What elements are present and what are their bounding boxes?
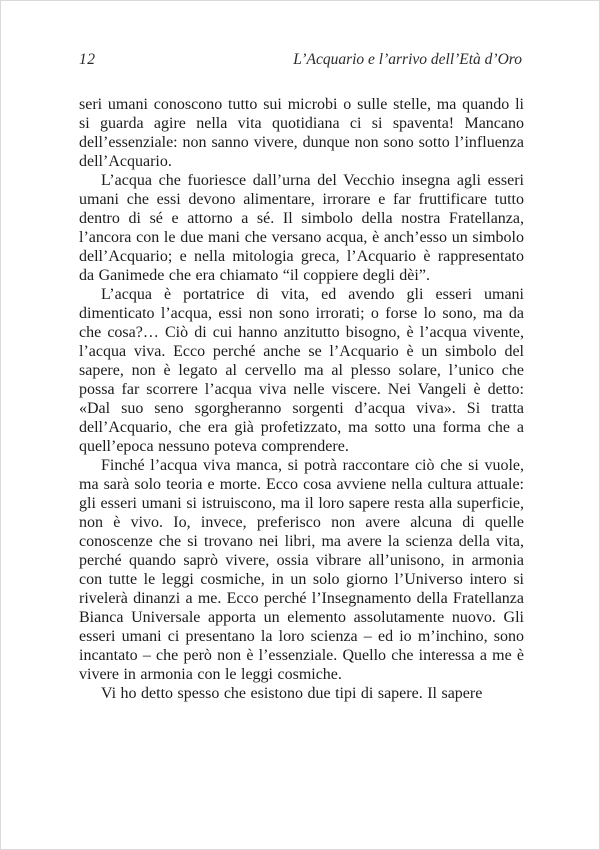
page-number: 12 xyxy=(79,51,96,68)
body-text xyxy=(79,95,524,703)
paragraph: seri umani conoscono tutto sui microbi o sulle stelle, ma quando li si guarda agire nella vita quotidiana ci si spaventa! Mancano dell’essenziale: non sanno vivere, dunque non sono sotto l’influenza dell’Acquario. xyxy=(79,96,524,170)
paragraph: Vi ho detto spesso che esistono due tipi di sapere. Il sapere xyxy=(101,685,483,702)
page-header xyxy=(79,51,522,69)
paragraph: L’acqua che fuoriesce dall’urna del Vecchio insegna agli esseri umani che essi devono alimentare, irrorare e far fruttificare tutto dentro di sé e attorno a sé. Il simbolo della nostra Fratellanza, l’ancora con le due mani che versano acqua, è anch’esso un simbolo dell’Acquario; e nella mitologia greca, l’Acquario è rappresentato da Ganimede che era chiamato “il coppiere degli dèi”. xyxy=(79,172,524,284)
paragraph: Finché l’acqua viva manca, si potrà raccontare ciò che si vuole, ma sarà solo teoria e morte. Ecco cosa avviene nella cultura attuale: gli esseri umani si istruiscono, ma il loro sapere resta alla superficie, non è vivo. Io, invece, preferisco non avere alcuna di quelle conoscenze che si trovano nei libri, ma avere la scienza della vita, perché quando saprò vivere, ossia vibrare all’unisono, in armonia con tutte le leggi cosmiche, in un solo giorno l’Universo intero si rivelerà dinanzi a me. Ecco perché l’Insegnamento della Fratellanza Bianca Universale apporta un elemento assolutamente nuovo. Gli esseri umani ci presentano la loro scienza – ed io m’inchino, sono incantato – che però non è l’essenziale. Quello che interessa a me è vivere in armonia con le leggi cosmiche. xyxy=(79,457,524,683)
paragraph: L’acqua è portatrice di vita, ed avendo gli esseri umani dimenticato l’acqua, essi non sono irrorati; o forse lo sono, ma da che cosa?… Ciò di cui hanno anzitutto bisogno, è l’acqua vivente, l’acqua viva. Ecco perché anche se l’Acquario è un simbolo del sapere, non è legato al cervello ma al plesso solare, l’unico che possa far scorrere l’acqua viva nelle viscere. Nei Vangeli è detto: «Dal suo seno sgorgheranno sorgenti d’acqua viva». Si tratta dell’Acquario, che era già profetizzato, ma sotto una forma che a quell’epoca nessuno poteva comprendere. xyxy=(79,286,524,455)
running-title: L’Acquario e l’arrivo dell’Età d’Oro xyxy=(293,51,522,68)
